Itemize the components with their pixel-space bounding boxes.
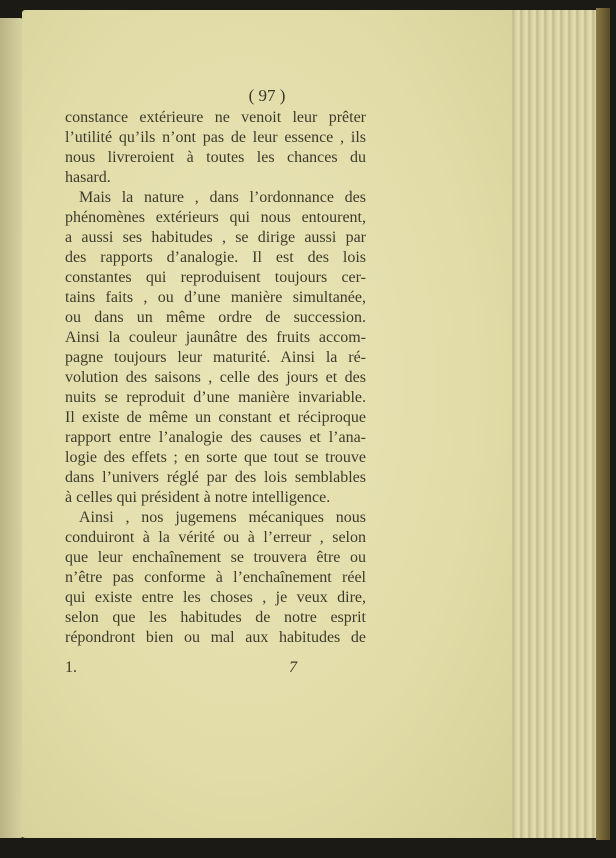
text-line: Il existe de même un constant et réciproque <box>65 409 366 426</box>
page-footer <box>65 658 366 678</box>
text-line: nous livreroient à toutes les chances du <box>65 149 366 166</box>
text-line: hasard. <box>65 169 111 186</box>
gathering-mark: 7 <box>289 659 297 676</box>
text-line: phénomènes extérieurs qui nous entourent, <box>65 209 366 226</box>
text-line: Ainsi la couleur jaunâtre des fruits accom- <box>65 329 366 346</box>
text-line: tains faits , ou d’une manière simultanée, <box>65 289 366 306</box>
book-cover-edge <box>596 8 610 840</box>
text-line: Ainsi , nos jugemens mécaniques nous <box>79 509 366 526</box>
text-line: pagne toujours leur maturité. Ainsi la ré- <box>65 349 366 366</box>
text-line: constantes qui reproduisent toujours cer- <box>65 269 366 286</box>
text-line: a aussi ses habitudes , se dirige aussi par <box>65 229 366 246</box>
text-line: des rapports d’analogie. Il est des lois <box>65 249 366 266</box>
text-line: que leur enchaînement se trouvera être ou <box>65 549 366 566</box>
text-line: logie des effets ; en sorte que tout se trouve <box>65 449 366 466</box>
page-number: ( 97 ) <box>248 86 286 105</box>
paragraph <box>65 108 366 188</box>
text-line: volution des saisons , celle des jours et des <box>65 369 366 386</box>
facing-page-edge <box>0 18 24 838</box>
text-line: ou dans un même ordre de succession. <box>65 309 366 326</box>
text-line: nuits se reproduit d’une manière invariable. <box>65 389 366 406</box>
text-line: qui existe entre les choses , je veux dire, <box>65 589 366 606</box>
text-line: rapport entre l’analogie des causes et l’ana- <box>65 429 366 446</box>
text-line: Mais la nature , dans l’ordonnance des <box>79 189 366 206</box>
text-line: n’être pas conforme à l’enchaînement réel <box>65 569 366 586</box>
text-line: constance extérieure ne venoit leur prêter <box>65 109 366 126</box>
text-line: dans l’univers réglé par des lois semblables <box>65 469 366 486</box>
text-line: l’utilité qu’ils n’ont pas de leur essence , ils <box>65 129 366 146</box>
text-line: selon que les habitudes de notre esprit <box>65 609 366 626</box>
paragraph <box>65 188 366 508</box>
paragraph <box>65 508 366 648</box>
signature-mark: 1. <box>65 659 77 676</box>
body-text <box>65 108 366 648</box>
text-line: conduiront à la vérité ou à l’erreur , selon <box>65 529 366 546</box>
text-line: à celles qui président à notre intelligence. <box>65 489 331 506</box>
text-line: répondront bien ou mal aux habitudes de <box>65 629 366 646</box>
page-edges <box>500 10 600 838</box>
